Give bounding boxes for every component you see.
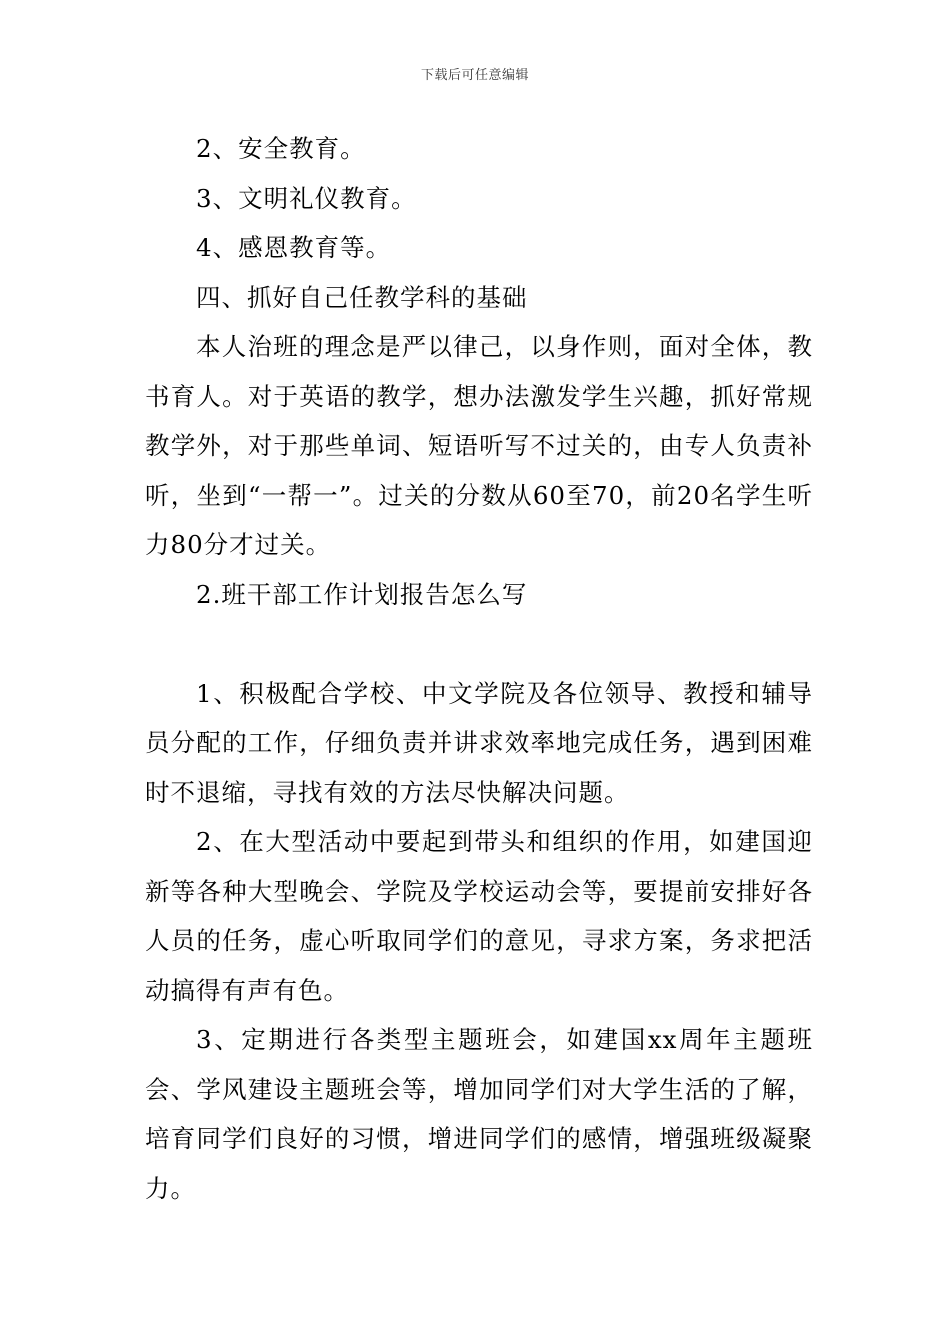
list-item-etiquette-education: 3、文明礼仪教育。	[196, 183, 417, 213]
paragraph-point-3: 3、定期进行各类型主题班会，如建国xx周年主题班会、学风建设主题班会等，增加同学们对大学生活的了解，培育同学们良好的习惯，增进同学们的感情，增强班级凝聚力。	[145, 1025, 813, 1203]
paragraph-class-management: 本人治班的理念是严以律己，以身作则，面对全体，教书育人。对于英语的教学，想办法激发学生兴趣，抓好常规教学外，对于那些单词、短语听写不过关的，由专人负责补听，坐到“一帮一”。过关的分数从60至70，前20名学生听力80分才过关。	[145, 332, 813, 559]
document-body	[145, 124, 813, 1213]
page-header: 下载后可任意编辑	[420, 68, 529, 83]
list-item-gratitude-education: 4、感恩教育等。	[196, 233, 392, 262]
paragraph-point-2: 2、在大型活动中要起到带头和组织的作用，如建国迎新等各种大型晚会、学院及学校运动会等，要提前安排好各人员的任务，虚心听取同学们的意见，寻求方案，务求把活动搞得有声有色。	[145, 827, 813, 1005]
section-heading-class-cadre-plan: 2.班干部工作计划报告怎么写	[196, 579, 528, 609]
list-item-safety-education: 2、安全教育。	[196, 134, 366, 163]
paragraph-point-1: 1、积极配合学校、中文学院及各位领导、教授和辅导员分配的工作，仔细负责并讲求效率地完成任务，遇到困难时不退缩，寻找有效的方法尽快解决问题。	[145, 678, 813, 807]
section-heading-teaching-foundation: 四、抓好自己任教学科的基础	[196, 282, 528, 312]
blank-line	[145, 619, 813, 669]
